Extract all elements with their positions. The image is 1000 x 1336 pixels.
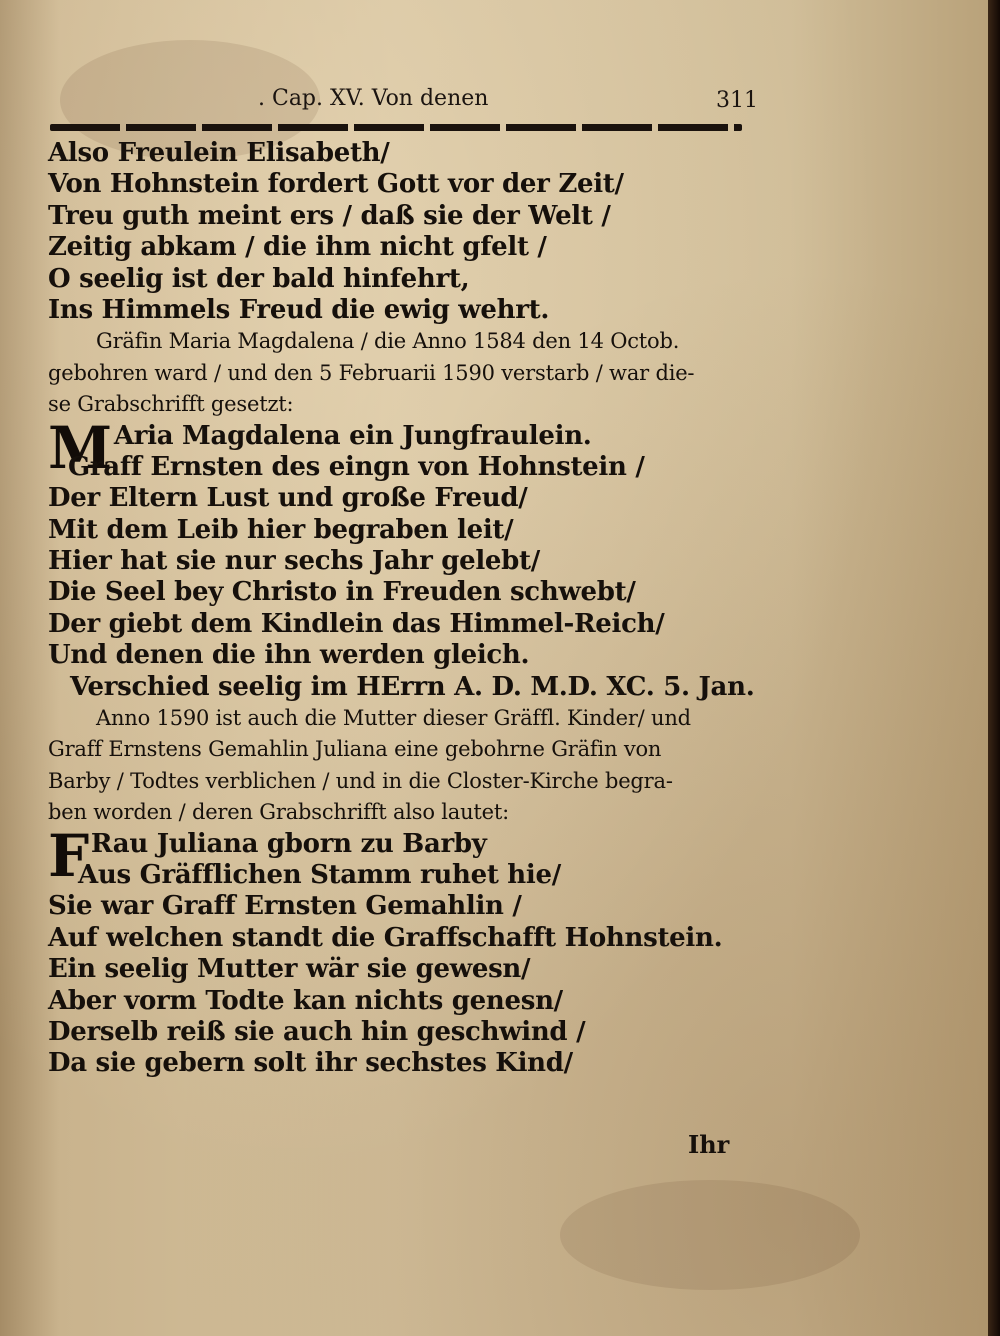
verse-line: Und denen die ihn werden gleich. — [48, 640, 530, 671]
text-line: Barby / Todtes verblichen / und in die Closter-Kirche begra- — [48, 768, 673, 793]
running-head: . Cap. XV. Von denen — [258, 86, 489, 111]
paper-stain — [560, 1180, 860, 1290]
text-line: Treu guth meint ers / daß sie der Welt / — [48, 200, 611, 231]
verse-line: Der Eltern Lust und große Freud/ — [48, 483, 528, 514]
text-line: gebohren ward / und den 5 Februarii 1590 verstarb / war die- — [48, 360, 695, 385]
verse-line: Der giebt dem Kindlein das Himmel-Reich/ — [48, 608, 665, 639]
verse-line: Rau Juliana gborn zu Barby — [90, 828, 487, 859]
verse-line: Aus Gräfflichen Stamm ruhet hie/ — [78, 859, 561, 890]
text-line: Von Hohnstein fordert Gott vor der Zeit/ — [48, 169, 624, 200]
text-line: Graff Ernstens Gemahlin Juliana eine gebohrne Gräfin von — [48, 737, 662, 762]
page-edge-shadow — [988, 0, 1000, 1336]
text-line: Gräfin Maria Magdalena / die Anno 1584 den 14 Octob. — [96, 329, 680, 354]
text-line: Zeitig abkam / die ihm nicht gfelt / — [48, 232, 547, 263]
verse-line: Hier hat sie nur sechs Jahr gelebt/ — [48, 546, 540, 577]
verse-line: Derselb reiß sie auch hin geschwind / — [48, 1016, 586, 1047]
header-rule — [50, 124, 742, 131]
verse-line: Die Seel bey Christo in Freuden schwebt/ — [48, 577, 636, 608]
text-line: Verschied seelig im HErrn A. D. M.D. XC. 5. Jan. — [70, 671, 755, 702]
epitaph-juliana — [48, 821, 758, 1080]
drop-cap: M — [48, 413, 112, 482]
text-line: Ins Himmels Freud die ewig wehrt. — [48, 294, 550, 325]
epitaph-maria-magdalena — [48, 413, 758, 672]
text-line: Anno 1590 ist auch die Mutter dieser Gräffl. Kinder/ und — [96, 706, 691, 731]
verse-line: Ein seelig Mutter wär sie gewesn/ — [48, 954, 531, 985]
text-line: O seelig ist der bald hinfehrt, — [48, 263, 470, 294]
verse-line: Aria Magdalena ein Jungfraulein. — [113, 420, 592, 451]
verse-line: Graff Ernsten des eingn von Hohnstein / — [68, 451, 645, 482]
verse-line: Da sie gebern solt ihr sechstes Kind/ — [48, 1048, 573, 1079]
page-number: 311 — [716, 88, 758, 113]
body-text — [48, 138, 758, 1080]
page-header — [0, 86, 988, 122]
verse-line: Auf welchen standt die Graffschafft Hohnstein. — [48, 922, 723, 953]
verse-line: Mit dem Leib hier begraben leit/ — [48, 514, 514, 545]
text-line: Also Freulein Elisabeth/ — [48, 138, 390, 168]
text-line: ben worden / deren Grabschrifft also lautet: — [48, 800, 510, 825]
verse-line: Aber vorm Todte kan nichts genesn/ — [48, 985, 563, 1016]
text-line: se Grabschrifft gesetzt: — [48, 392, 294, 417]
drop-cap: F — [48, 821, 89, 890]
verse-line: Sie war Graff Ernsten Gemahlin / — [48, 891, 522, 922]
catchword: Ihr — [688, 1130, 730, 1159]
